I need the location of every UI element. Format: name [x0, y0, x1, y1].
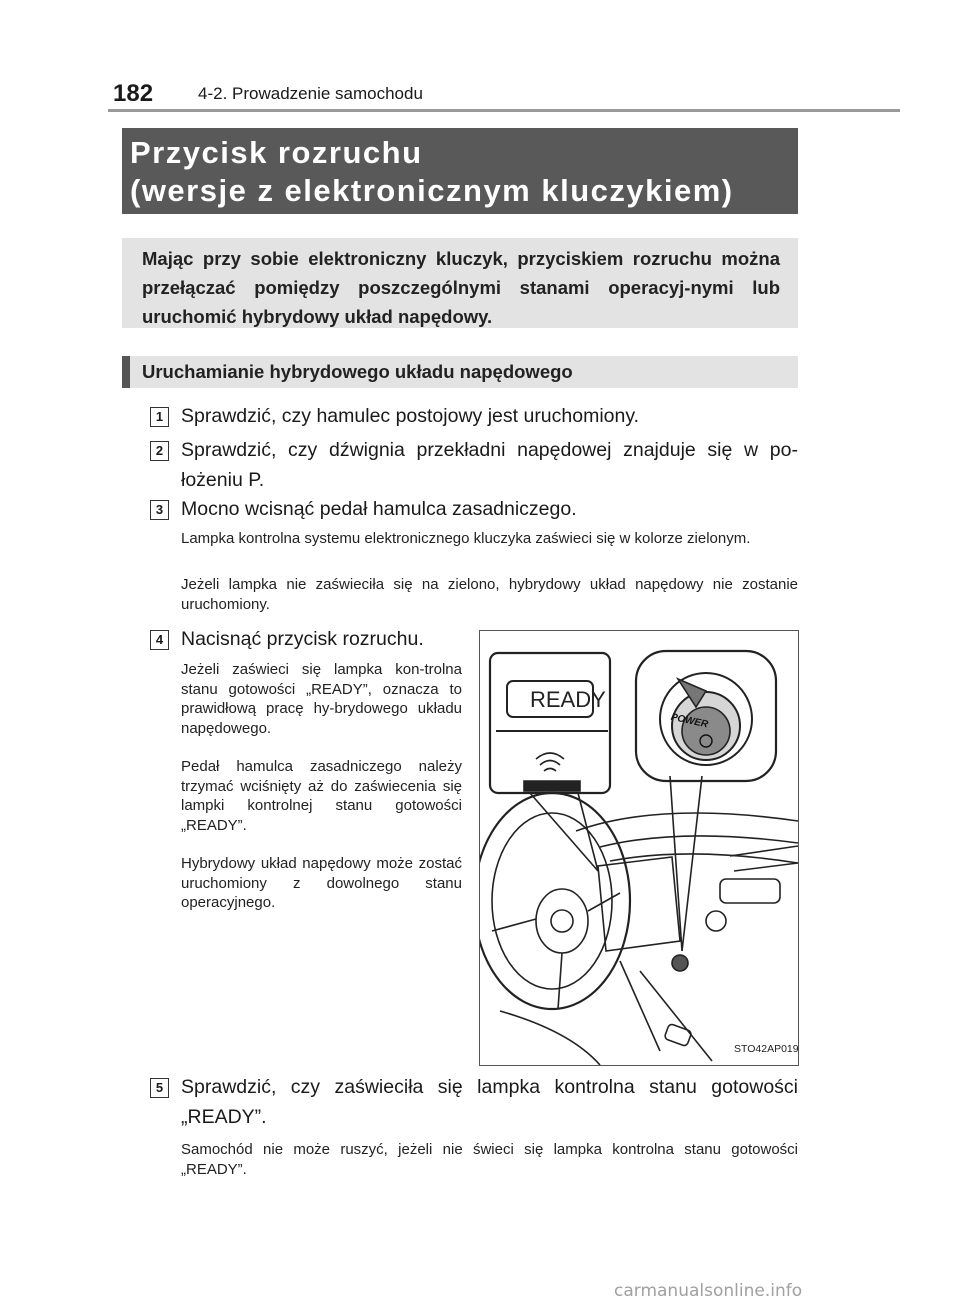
step-4-text: Nacisnąć przycisk rozruchu.	[181, 628, 424, 650]
dashboard-illustration	[479, 630, 799, 1066]
step-4-note-2: Pedał hamulca zasadniczego należy trzymać wciśnięty aż do zaświecenia się lampki kontrolnej stanu gotowości „READY”.	[181, 758, 462, 834]
step-3-note-1: Lampka kontrolna systemu elektronicznego kluczyka zaświeci się w kolorze zielonym.	[181, 530, 751, 547]
step-3-note-2: Jeżeli lampka nie zaświeciła się na zielono, hybrydowy układ napędowy nie zostanie uruchomiony.	[181, 576, 798, 613]
page-title	[122, 128, 798, 214]
intro-box	[122, 238, 798, 328]
step-5-note-1: Samochód nie może ruszyć, jeżeli nie świeci się lampka kontrolna stanu gotowości „READY”.	[181, 1141, 798, 1178]
step-number-1: 1	[150, 407, 169, 427]
title-line-1: Przycisk rozruchu	[130, 135, 423, 170]
step-1-text: Sprawdzić, czy hamulec postojowy jest uruchomiony.	[181, 405, 640, 427]
ready-indicator: READY	[530, 687, 606, 712]
section-title: 4-2. Prowadzenie samochodu	[198, 84, 423, 103]
step-number-4: 4	[150, 630, 169, 650]
step-4-note-3: Hybrydowy układ napędowy może zostać uruchomiony z dowolnego stanu operacyjnego.	[181, 855, 462, 911]
dashboard-drawing	[480, 631, 798, 1065]
power-label: POWER	[669, 711, 709, 731]
step-number-2: 2	[150, 441, 169, 461]
step-4-note-1: Jeżeli zaświeci się lampka kon-trolna stanu gotowości „READY”, oznacza to prawidłową pracę hy-brydowego układu napędowego.	[181, 661, 462, 737]
page-number: 182	[113, 80, 154, 107]
ready-callout	[490, 653, 610, 793]
title-line-2: (wersje z elektronicznym kluczykiem)	[130, 173, 734, 208]
step-5-text: Sprawdzić, czy zaświeciła się lampka kontrolna stanu gotowości „READY”.	[181, 1076, 798, 1128]
header-rule	[108, 109, 900, 112]
step-3-text: Mocno wcisnąć pedał hamulca zasadniczego.	[181, 498, 577, 520]
step-number-3: 3	[150, 500, 169, 520]
watermark: carmanualsonline.info	[614, 1281, 803, 1301]
step-number-5: 5	[150, 1078, 169, 1098]
step-2-text: Sprawdzić, czy dźwignia przekładni napędowej znajduje się w po-łożeniu P.	[181, 439, 798, 491]
intro-text: Mając przy sobie elektroniczny kluczyk, przyciskiem rozruchu można przełączać pomiędzy poszczególnymi stanami operacyj-nymi lub uruchomić hybrydowy układ napędowy.	[142, 248, 780, 327]
image-code: STO42AP019	[734, 1043, 799, 1055]
subsection-heading: Uruchamianie hybrydowego układu napędowego	[122, 356, 798, 388]
